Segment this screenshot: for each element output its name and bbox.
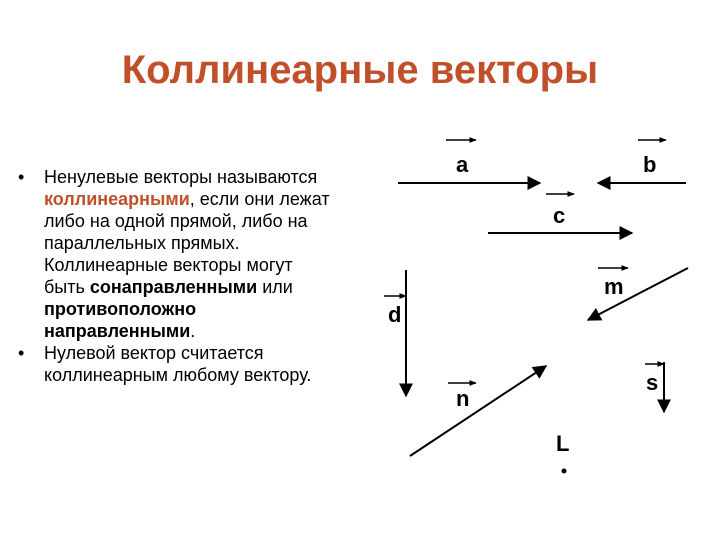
def-part-3: или [257,277,293,297]
term-collinear: коллинеарными [44,189,190,209]
zero-vector-text: Нулевой вектор считается коллинеарным любому вектору. [44,343,312,385]
term-codirected: сонаправленными [89,277,258,297]
vector-n-arrow [410,366,546,456]
slide-title: Коллинеарные векторы [121,48,599,92]
vector-n-label: n [456,386,470,411]
vector-b-label: b [643,152,657,177]
vector-s-label: s [646,370,659,395]
zero-vector-point [562,469,567,474]
vector-m-arrow [588,268,688,320]
bullet-mark: • [18,343,25,363]
vector-c-label: c [553,203,566,228]
def-part-2: , если они лежат либо на одной прямой, либо на параллельных прямых. Коллинеарные векторы могут быть [44,189,330,297]
vector-d-label: d [388,302,402,327]
def-part-4: . [190,321,196,341]
def-part-1: Ненулевые векторы называются [44,167,318,187]
term-opposite: противоположно направленными [44,299,197,341]
bullet-mark: • [18,167,25,187]
vector-a-label: a [456,152,469,177]
vector-m-label: m [604,274,624,299]
zero-vector-label: L [556,431,570,456]
